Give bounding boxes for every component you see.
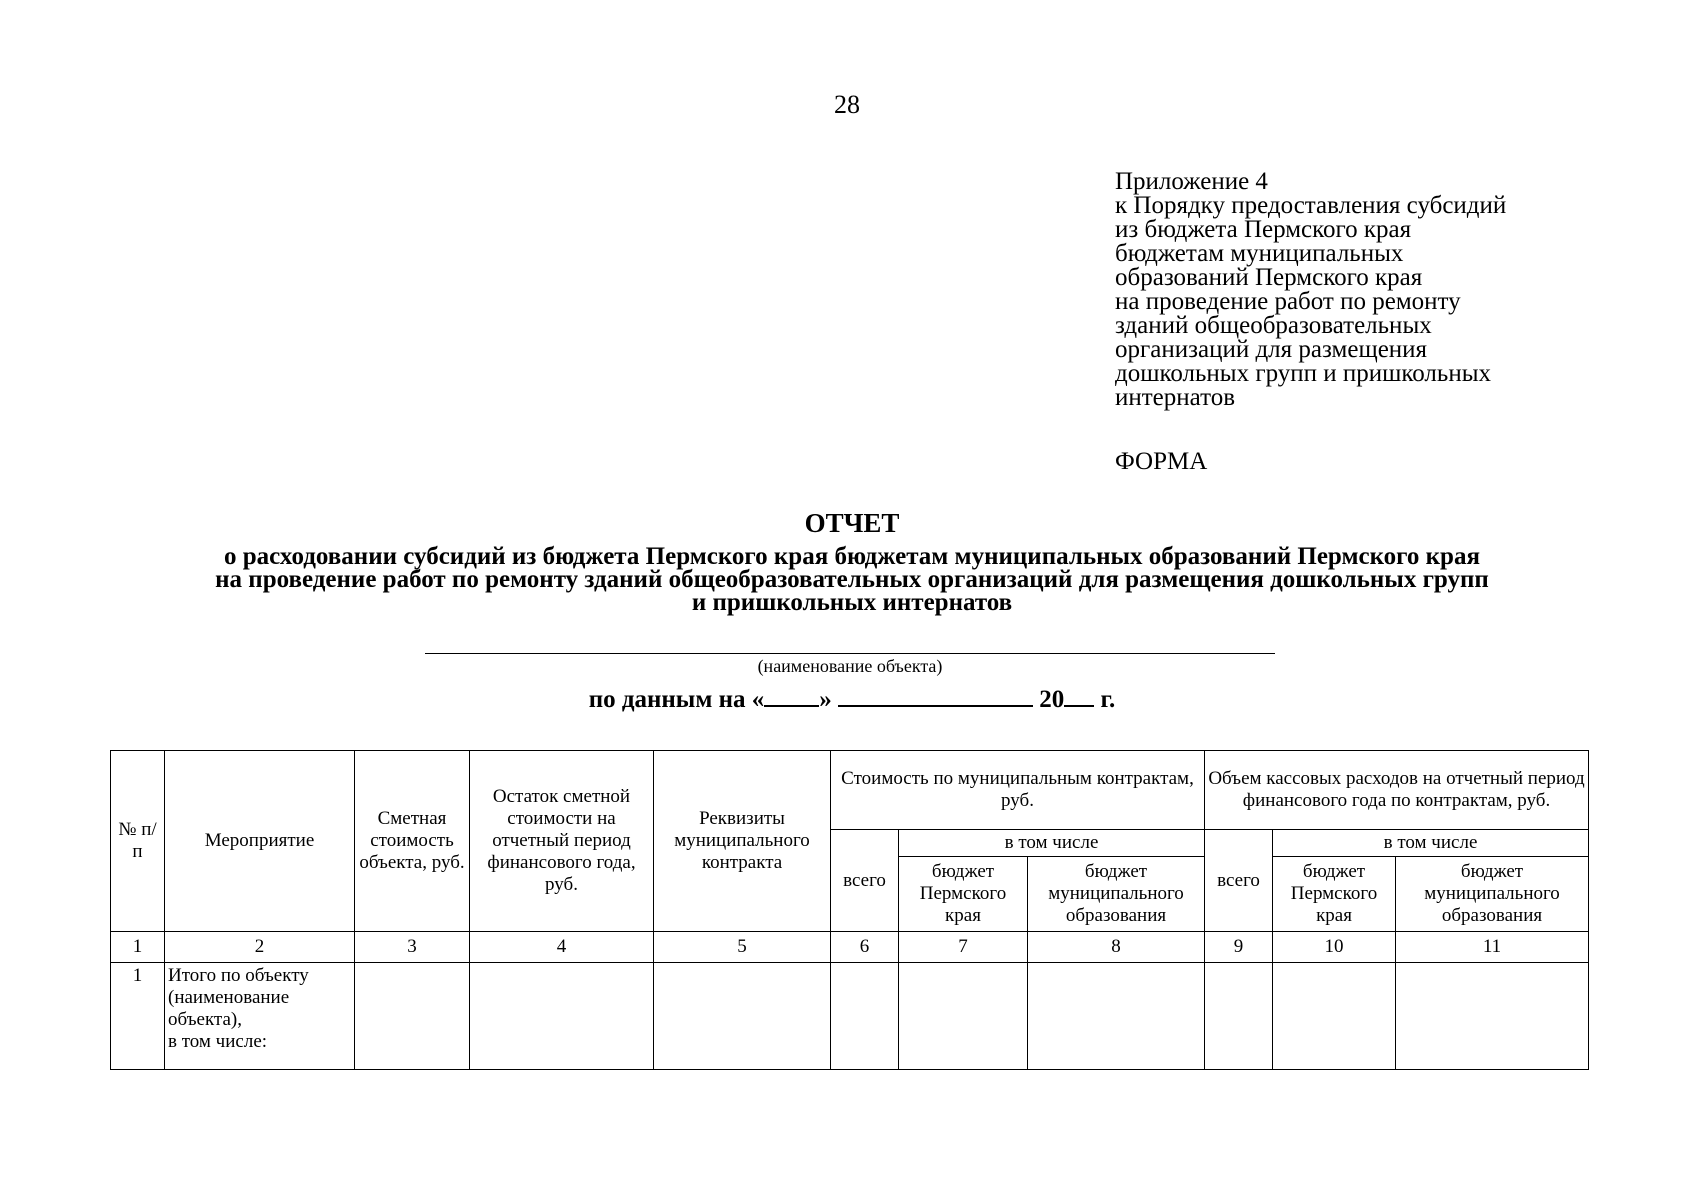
column-number: 2	[165, 932, 355, 963]
header-estimated-cost: Сметная стоимость объекта, руб.	[355, 751, 470, 932]
header-cash-municipal-budget: бюджет муниципального образования	[1396, 857, 1589, 932]
appendix-line: интернатов	[1115, 384, 1236, 411]
column-number: 4	[470, 932, 654, 963]
appendix-block	[1115, 170, 1506, 410]
report-title: ОТЧЕТ	[804, 508, 900, 538]
header-contract-details: Реквизиты муниципального контракта	[654, 751, 831, 932]
object-name-field[interactable]	[425, 653, 1275, 654]
appendix-line: организаций для размещения	[1115, 336, 1428, 363]
row-event-line: объекта),	[168, 1009, 242, 1030]
header-contract-including: в том числе	[899, 830, 1205, 857]
row-event	[165, 963, 355, 1070]
appendix-line: зданий общеобразовательных	[1115, 312, 1432, 339]
row-remaining-cost-cell[interactable]	[470, 963, 654, 1070]
appendix-line: образований Пермского края	[1115, 264, 1423, 291]
date-mid: »	[819, 686, 832, 713]
column-number: 1	[111, 932, 165, 963]
header-remaining-cost: Остаток сметной стоимости на отчетный период финансового года, руб.	[470, 751, 654, 932]
column-number: 6	[831, 932, 899, 963]
day-field[interactable]	[764, 685, 819, 707]
header-contract-regional-budget: бюджет Пермского края	[899, 857, 1028, 932]
column-number: 8	[1028, 932, 1205, 963]
report-subtitle-line: и пришкольных интернатов	[691, 589, 1013, 616]
column-number: 9	[1205, 932, 1273, 963]
date-suffix: г.	[1100, 686, 1116, 713]
column-number-row	[111, 932, 1589, 963]
appendix-line: из бюджета Пермского края	[1115, 216, 1412, 243]
header-event: Мероприятие	[165, 751, 355, 932]
header-contract-municipal-budget: бюджет муниципального образования	[1028, 857, 1205, 932]
column-number: 3	[355, 932, 470, 963]
header-contract-total: всего	[831, 830, 899, 932]
column-number: 7	[899, 932, 1028, 963]
year-field[interactable]	[1064, 685, 1094, 707]
report-subtitle-line: на проведение работ по ремонту зданий общеобразовательных организаций для размещения дошкольных групп	[215, 566, 1489, 593]
row-cash-total-cell[interactable]	[1205, 963, 1273, 1070]
report-subtitle-line: о расходовании субсидий из бюджета Пермского края бюджетам муниципальных образований Пермского края	[224, 543, 1480, 570]
date-year: 20	[1039, 686, 1065, 713]
row-num: 1	[111, 963, 165, 1070]
row-estimated-cost-cell[interactable]	[355, 963, 470, 1070]
report-table	[110, 750, 1589, 1070]
appendix-line: к Порядку предоставления субсидий	[1115, 192, 1507, 219]
appendix-line: бюджетам муниципальных	[1115, 240, 1404, 267]
header-num: № п/п	[111, 751, 165, 932]
row-contract-regional-cell[interactable]	[899, 963, 1028, 1070]
object-name-caption: (наименование объекта)	[757, 656, 943, 676]
header-row	[111, 751, 1589, 830]
row-contract-details-cell[interactable]	[654, 963, 831, 1070]
row-contract-municipal-cell[interactable]	[1028, 963, 1205, 1070]
header-cash-expense-group: Объем кассовых расходов на отчетный период финансового года по контрактам, руб.	[1205, 751, 1589, 830]
appendix-line: дошкольных групп и пришкольных	[1115, 360, 1491, 387]
appendix-line: на проведение работ по ремонту	[1115, 288, 1461, 315]
appendix-line: Приложение 4	[1115, 168, 1268, 195]
header-cash-including: в том числе	[1273, 830, 1589, 857]
header-cash-regional-budget: бюджет Пермского края	[1273, 857, 1396, 932]
report-date-line	[0, 685, 1704, 714]
header-contract-cost-group: Стоимость по муниципальным контрактам, руб.	[831, 751, 1205, 830]
table-row	[111, 963, 1589, 1070]
date-prefix: по данным на «	[588, 686, 765, 713]
row-event-line: (наименование	[168, 987, 290, 1008]
form-label: ФОРМА	[1115, 448, 1208, 475]
row-event-line: в том числе:	[168, 1031, 268, 1052]
header-cash-total: всего	[1205, 830, 1273, 932]
page-number: 28	[834, 90, 860, 119]
report-subtitle	[0, 545, 1704, 614]
row-event-line: Итого по объекту	[168, 965, 309, 986]
row-cash-municipal-cell[interactable]	[1396, 963, 1589, 1070]
month-field[interactable]	[838, 685, 1033, 707]
row-cash-regional-cell[interactable]	[1273, 963, 1396, 1070]
column-number: 10	[1273, 932, 1396, 963]
row-contract-total-cell[interactable]	[831, 963, 899, 1070]
column-number: 5	[654, 932, 831, 963]
column-number: 11	[1396, 932, 1589, 963]
